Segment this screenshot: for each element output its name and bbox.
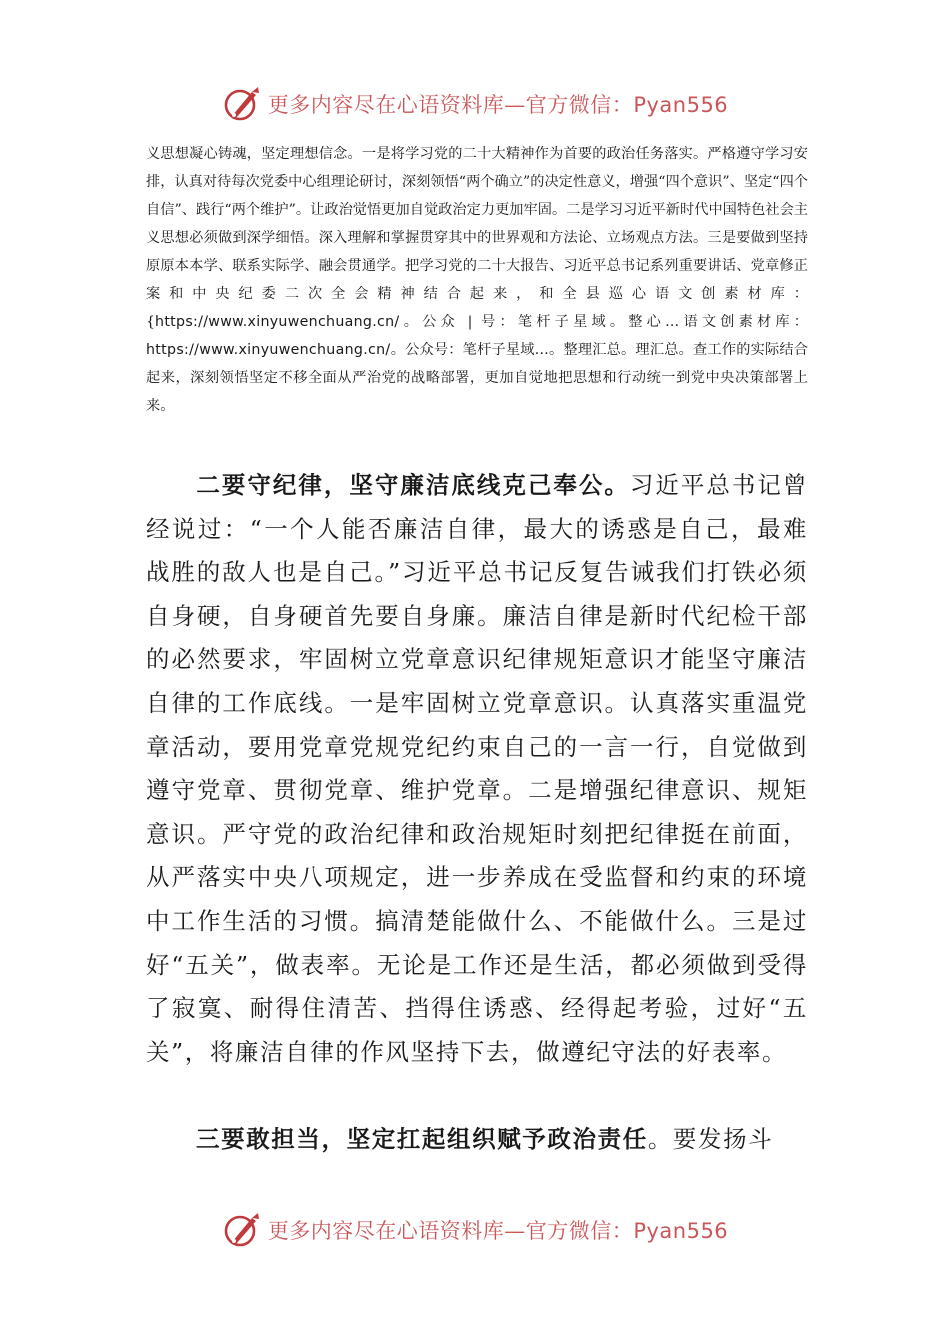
pen-circle-icon — [222, 84, 262, 124]
website-link-2[interactable]: https://www.xinyuwenchuang.cn/ — [146, 342, 391, 358]
footer-banner — [0, 1210, 950, 1250]
section-heading-3: 三要敢担当，坚定扛起组织赋予政治责任 — [196, 1125, 648, 1153]
discipline-paragraph — [146, 464, 808, 1074]
section-body-3: 。要发扬斗 — [647, 1125, 774, 1153]
wechat-id: Pyan556 — [633, 93, 729, 117]
wechat-id: Pyan556 — [633, 1219, 729, 1243]
responsibility-paragraph — [146, 1118, 808, 1162]
header-banner — [0, 84, 950, 124]
section-body-2: 习近平总书记曾经说过：“一个人能否廉洁自律，最大的诱惑是自己，最难战胜的敌人也是自己。”习近平总书记反复告诫我们打铁必须自身硬，自身硬首先要自身廉。廉洁自律是新时代纪检干部的必然要求，牢固树立党章意识纪律规矩意识才能坚守廉洁自律的工作底线。一是牢固树立党章意识。认真落实重温党章活动，要用党章党规党纪约束自己的一言一行，自觉做到遵守党章、贯彻党章、维护党章。二是增强纪律意识、规矩意识。严守党的政治纪律和政治规矩时刻把纪律挺在前面，从严落实中央八项规定，进一步养成在受监督和约束的环境中工作生活的习惯。搞清楚能做什么、不能做什么。三是过好“五关”，做表率。无论是工作还是生活，都必须做到受得了寂寞、耐得住清苦、挡得住诱惑、经得起考验，过好“五关”，将廉洁自律的作风坚持下去，做遵纪守法的好表率。 — [146, 471, 809, 1066]
pen-circle-icon — [222, 1210, 262, 1250]
website-link-1[interactable]: https://www.xinyuwenchuang.cn/ — [155, 314, 400, 330]
banner-text: 更多内容尽在心语资料库—官方微信：Pyan556 — [267, 1219, 729, 1243]
intro-paragraph: 义思想凝心铸魂，坚定理想信念。一是将学习党的二十大精神作为首要的政治任务落实。严格遵守学习安排，认真对待每次党委中心组理论研讨，深刻领悟“两个确立”的决定性意义，增强“四个意识”、坚定“四个自信”、践行“两个维护”。让政治觉悟更加自觉政治定力更加牢固。二是学习习近平新时代中国特色社会主义思想必须做到深学细悟。深入理解和掌握贯穿其中的世界观和方法论、立场观点方法。三是要做到坚持原原本本学、联系实际学、融会贯通学。把学习党的二十大报告、习近平总书记系列重要讲话、党章修正案和中央纪委二次全会精神结合起来，和全县巡心语文创素材库：{https://www.xinyuwenchuang.cn/。公众 | 号：笔杆子星域。整心…语文创素材库：https://www.xinyuwenchuang.cn/。公众号：笔杆子星域…。整理汇总。理汇总。查工作的实际结合起来，深刻领悟坚定不移全面从严治党的战略部署，更加自觉地把思想和行动统一到党中央决策部署上来。 — [146, 146, 808, 414]
section-heading-2: 二要守纪律，坚守廉洁底线克己奉公。 — [196, 471, 630, 499]
banner-text: 更多内容尽在心语资料库—官方微信：Pyan556 — [267, 93, 729, 117]
